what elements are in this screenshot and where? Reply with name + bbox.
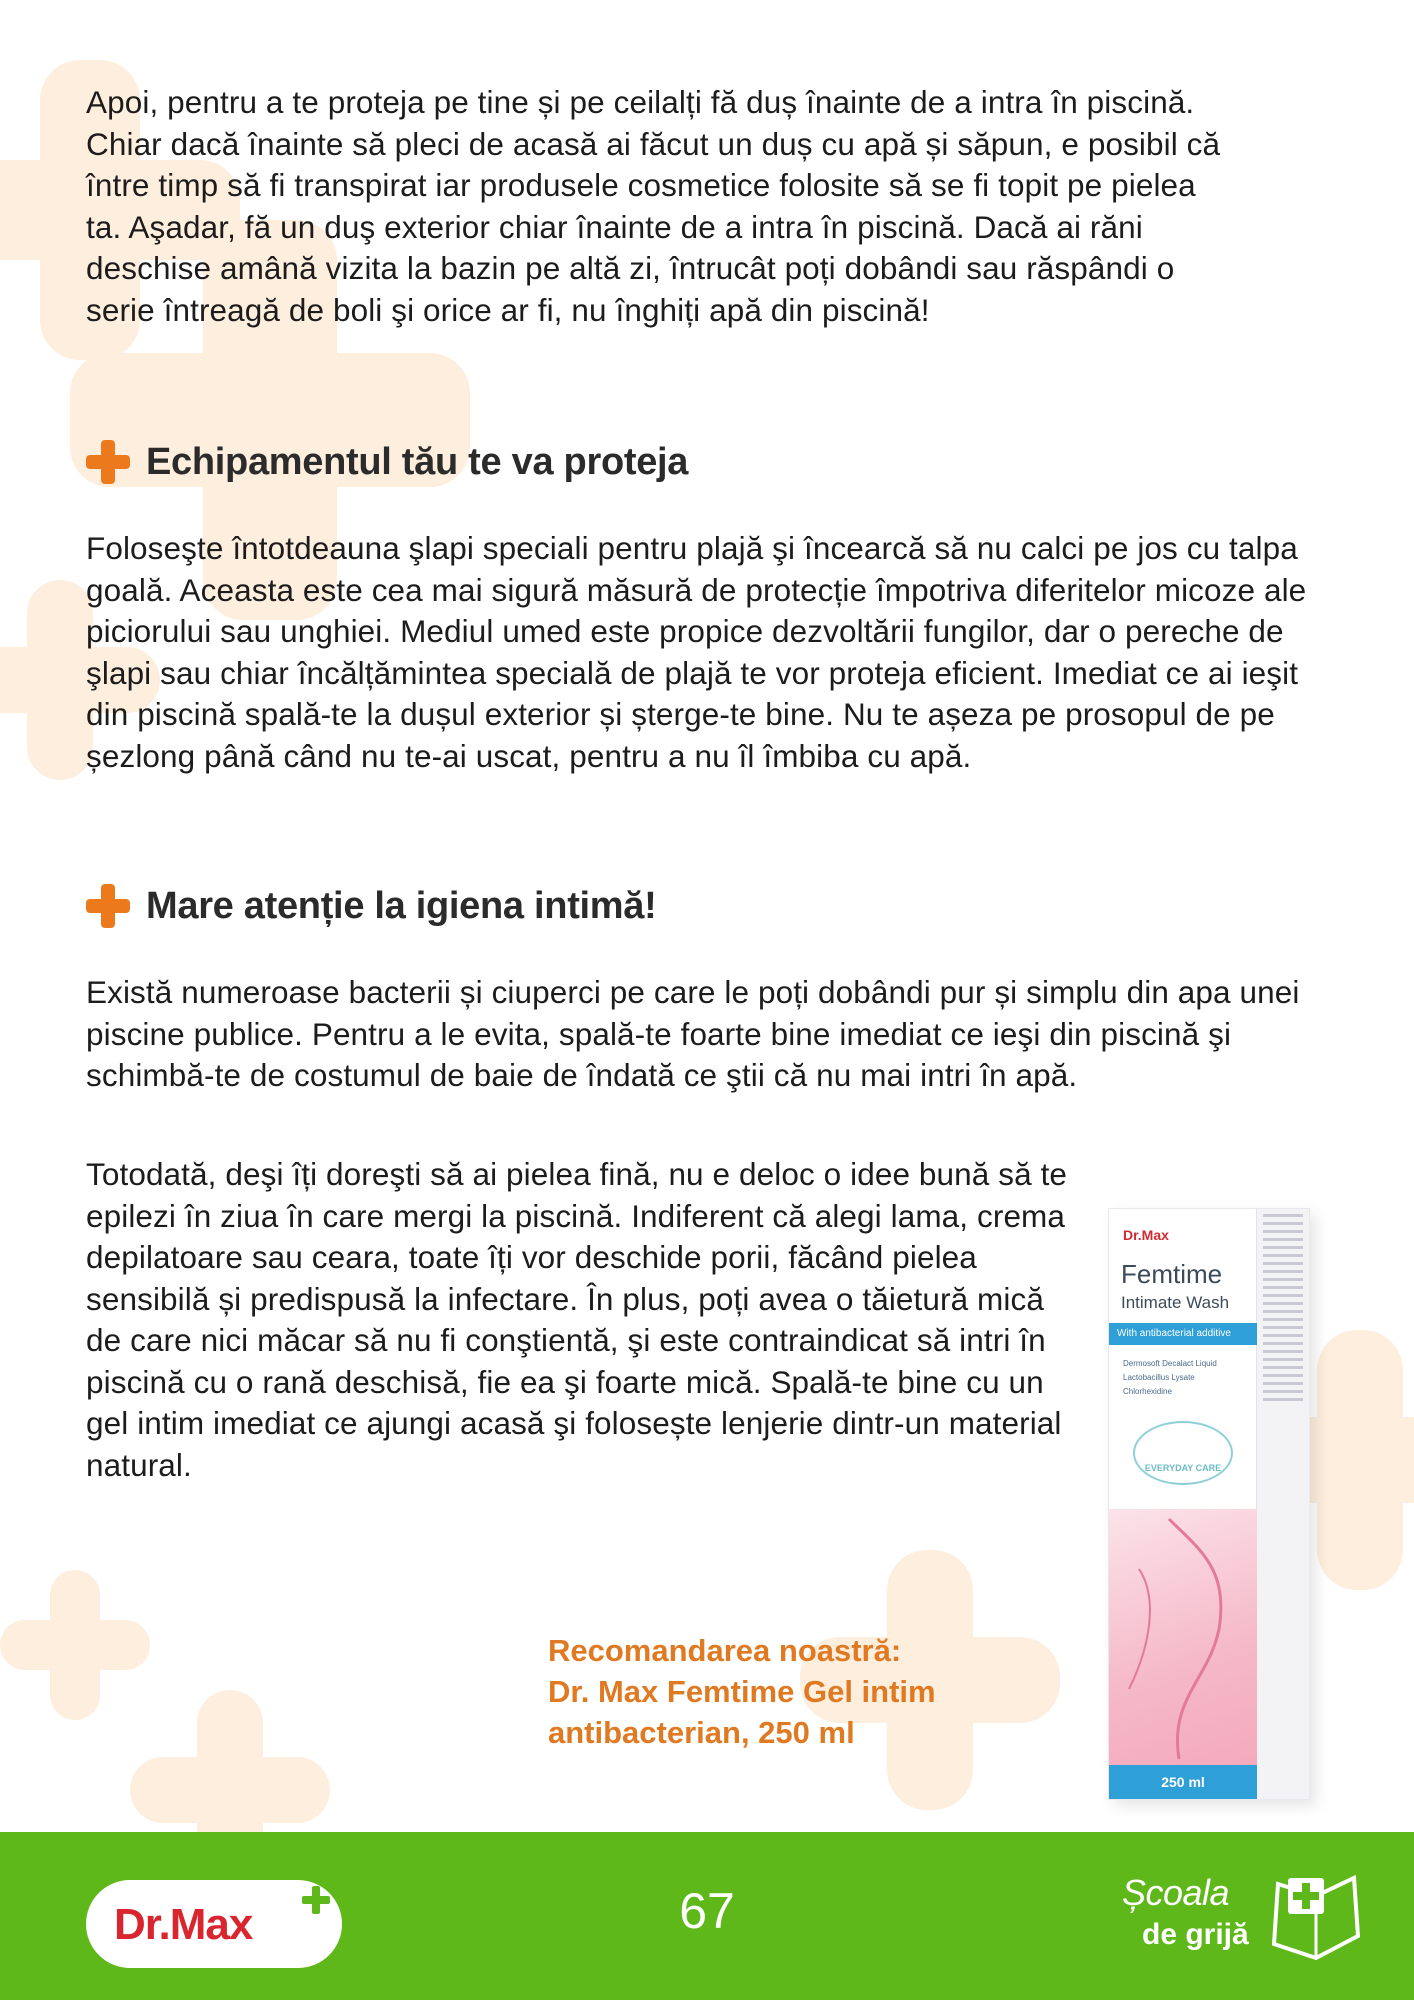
product-box-image: [1108, 1208, 1310, 1800]
scoala-logo-line-2: de grijă: [1142, 1918, 1249, 1951]
product-subtitle: Intimate Wash: [1121, 1293, 1230, 1312]
plus-icon: [86, 440, 130, 484]
article-equipment: [86, 528, 1326, 777]
paragraph-epilation: Totodată, deşi îți doreşti să ai pielea fină, nu e deloc o idee bună să te epilezi în ziua în care mergi la piscină. Indiferent că alegi lama, crema depilatoare sau ceara, toate îți vor deschide porii, făcând pielea sensibilă și predispusă la infectare. În plus, poți avea o tăietură mică de care nici măcar să nu fi conştientă, şi este contraindicat să intri în piscină cu o rană deschisă, fie ea şi foarte mică. Spală-te bine cu un gel intim imediat ce ajungi acasă şi folosește lenjerie dintr-un material natural.: [86, 1156, 1068, 1483]
heading-equipment: [86, 440, 688, 484]
paragraph-hygiene: Există numeroase bacterii și ciuperci pe care le poți dobândi pur și simplu din apa unei piscine publice. Pentru a le evita, spală-te foarte bine imediat ce ieşi din piscină şi schimbă-te de costumul de baie de îndată ce ştii că nu mai intri în apă.: [86, 974, 1300, 1093]
article-hygiene: [86, 972, 1336, 1097]
heading-hygiene-text: Mare atenție la igiena intimă!: [146, 884, 657, 927]
background-cross-4: [0, 1570, 150, 1720]
recommendation-line-2: Dr. Max Femtime Gel intim: [548, 1674, 936, 1709]
drmax-logo-text: Dr.Max: [114, 1900, 253, 1949]
ingredient: Chlorhexidine: [1123, 1387, 1172, 1396]
woman-silhouette-icon: [1109, 1509, 1257, 1799]
recommendation-line-3: antibacterian, 250 ml: [548, 1715, 855, 1750]
article-body: [86, 82, 1236, 331]
heading-equipment-text: Echipamentul tău te va proteja: [146, 440, 689, 483]
ingredient: Lactobacillus Lysate: [1123, 1373, 1195, 1382]
article-epilation: [86, 1154, 1076, 1486]
everyday-care-badge: EVERYDAY CARE: [1133, 1421, 1233, 1485]
book-plus-icon: [1266, 1874, 1366, 1964]
page-footer: [0, 1832, 1414, 2000]
product-name: Femtime: [1121, 1259, 1223, 1289]
product-band: With antibacterial additive: [1109, 1323, 1257, 1345]
product-volume: 250 ml: [1109, 1765, 1257, 1799]
page-number: 67: [679, 1883, 735, 1939]
product-pink-graphic: [1109, 1509, 1257, 1799]
paragraph-equipment: Foloseşte întotdeauna şlapi speciali pentru plajă şi încearcă să nu calci pe jos cu talpa goală. Aceasta este cea mai sigură măsură de protecție împotriva diferitelor micoze ale piciorului sau unghiei. Mediul umed este propice dezvoltării fungilor, dar o pereche de şlapi sau chiar încălțămintea specială de plajă te vor proteja eficient. Imediat ce ai ieşit din piscină spală-te la dușul exterior și șterge-te bine. Nu te așeza pe prosopul de pe șezlong până când nu te-ai uscat, pentru a nu îl îmbiba cu apă.: [86, 530, 1307, 774]
recommendation-line-1: Recomandarea noastră:: [548, 1633, 902, 1668]
scoala-de-grija-logo: [1118, 1862, 1378, 1982]
heading-hygiene: [86, 884, 656, 928]
product-brand: Dr.Max: [1123, 1227, 1169, 1243]
scoala-logo-line-1: Școala: [1122, 1872, 1230, 1913]
product-recommendation: [548, 1630, 936, 1753]
ingredient: Dermosoft Decalact Liquid: [1123, 1359, 1217, 1368]
paragraph-shower: Apoi, pentru a te proteja pe tine și pe ceilalți fă duș înainte de a intra în piscină. Chiar dacă înainte să pleci de acasă ai făcut un duș cu apă și săpun, e posibil că între timp să fi transpirat iar produsele cosmetice folosite să se fi topit pe pielea ta. Aşadar, fă un duş exterior chiar înainte de a intra în piscină. Dacă ai răni deschise amână vizita la bazin pe altă zi, întrucât poți dobândi sau răspândi o serie întreagă de boli şi orice ar fi, nu înghiți apă din piscină!: [86, 84, 1221, 328]
product-ingredients: [1123, 1357, 1217, 1399]
product-box-side: [1256, 1209, 1309, 1799]
plus-icon: [86, 884, 130, 928]
